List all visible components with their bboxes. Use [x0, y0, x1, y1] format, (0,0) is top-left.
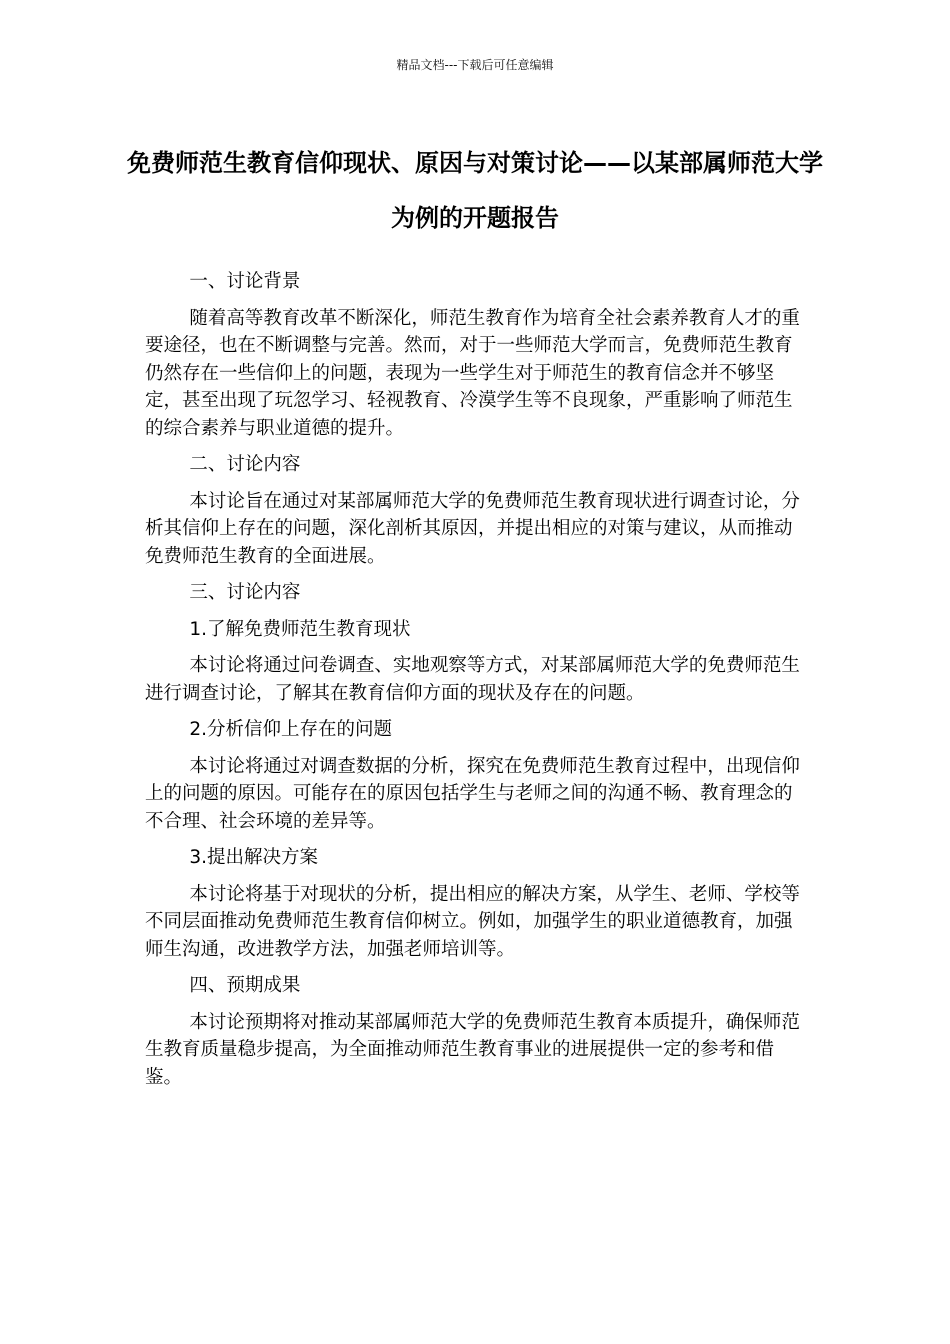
subheading-problems: 2.分析信仰上存在的问题: [189, 719, 393, 740]
paragraph-outcomes: 本讨论预期将对推动某部属师范大学的免费师范生教育本质提升，确保师范生教育质量稳步提高，为全面推动师范生教育事业的进展提供一定的参考和借鉴。: [145, 1011, 800, 1088]
subheading-solutions: 3.提出解决方案: [189, 847, 319, 868]
document-body: [145, 268, 805, 1100]
paragraph-problems: 本讨论将通过对调查数据的分析，探究在免费师范生教育过程中，出现信仰上的问题的原因。可能存在的原因包括学生与老师之间的沟通不畅、教育理念的不合理、社会环境的差异等。: [145, 755, 800, 832]
paragraph-status: 本讨论将通过问卷调查、实地观察等方式，对某部属师范大学的免费师范生进行调查讨论，了解其在教育信仰方面的现状及存在的问题。: [145, 655, 800, 704]
page-header: 精品文档---下载后可任意编辑: [396, 58, 554, 72]
paragraph-solutions: 本讨论将基于对现状的分析，提出相应的解决方案，从学生、老师、学校等不同层面推动免费师范生教育信仰树立。例如，加强学生的职业道德教育，加强师生沟通，改进教学方法，加强老师培训等。: [145, 883, 800, 960]
section-heading-content-detail: 三、讨论内容: [189, 582, 301, 603]
paragraph-content: 本讨论旨在通过对某部属师范大学的免费师范生教育现状进行调查讨论，分析其信仰上存在的问题，深化剖析其原因，并提出相应的对策与建议，从而推动免费师范生教育的全面进展。: [145, 490, 800, 567]
paragraph-background: 随着高等教育改革不断深化，师范生教育作为培育全社会素养教育人才的重要途径，也在不断调整与完善。然而，对于一些师范大学而言，免费师范生教育仍然存在一些信仰上的问题，表现为一些学生对于师范生的教育信念并不够坚定，甚至出现了玩忽学习、轻视教育、冷漠学生等不良现象，严重影响了师范生的综合素养与职业道德的提升。: [145, 307, 800, 439]
subheading-status: 1.了解免费师范生教育现状: [189, 618, 411, 640]
document-title: 免费师范生教育信仰现状、原因与对策讨论——以某部属师范大学为例的开题报告: [127, 149, 823, 232]
section-heading-outcomes: 四、预期成果: [189, 975, 301, 996]
section-heading-background: 一、讨论背景: [189, 271, 301, 292]
section-heading-content: 二、讨论内容: [189, 454, 301, 475]
